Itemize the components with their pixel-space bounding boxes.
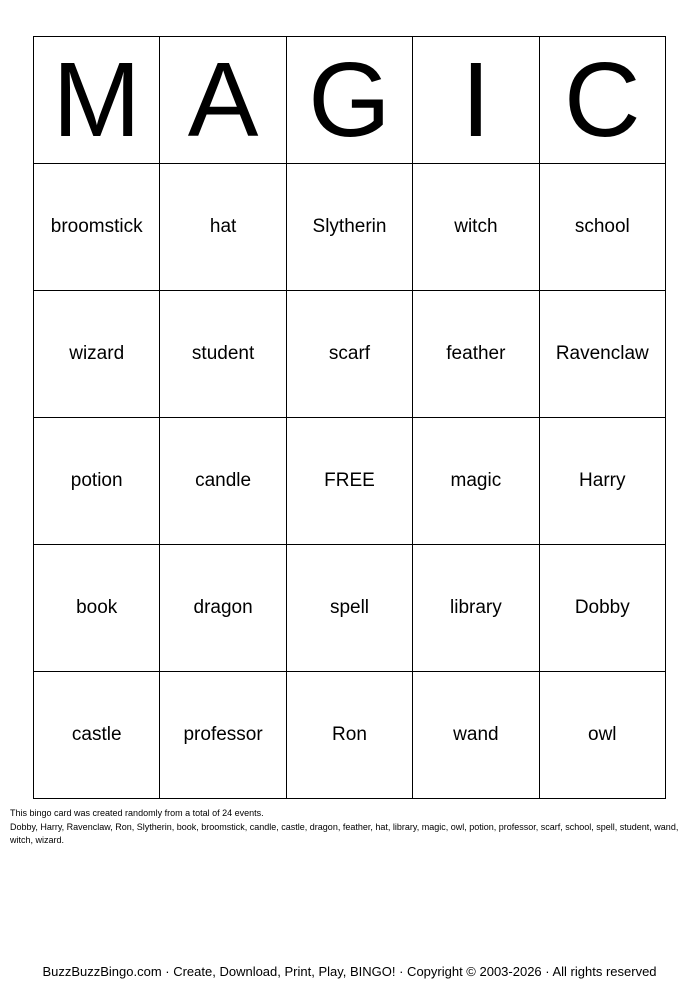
bingo-row-2	[34, 291, 666, 418]
bingo-row-5	[34, 672, 666, 799]
bingo-cell: feather	[413, 291, 539, 418]
bingo-cell: broomstick	[34, 164, 160, 291]
bingo-cell: dragon	[160, 545, 286, 672]
site-footer: BuzzBuzzBingo.com · Create, Download, Print, Play, BINGO! · Copyright © 2003-2026 · All rights reserved	[42, 964, 657, 979]
bingo-cell: candle	[160, 418, 286, 545]
bingo-cell: library	[413, 545, 539, 672]
header-letter-a: A	[160, 37, 286, 164]
bingo-cell: spell	[286, 545, 412, 672]
bingo-card	[33, 36, 666, 799]
bingo-cell: Ron	[286, 672, 412, 799]
bingo-cell: magic	[413, 418, 539, 545]
bingo-cell: professor	[160, 672, 286, 799]
header-letter-c: C	[539, 37, 665, 164]
bingo-row-1	[34, 164, 666, 291]
bingo-cell: book	[34, 545, 160, 672]
bingo-cell: scarf	[286, 291, 412, 418]
bingo-free-cell: FREE	[286, 418, 412, 545]
card-event-count-text: This bingo card was created randomly from a total of 24 events.	[10, 808, 264, 818]
bingo-cell: potion	[34, 418, 160, 545]
bingo-cell: Dobby	[539, 545, 665, 672]
bingo-cell: Slytherin	[286, 164, 412, 291]
card-event-list-text: Dobby, Harry, Ravenclaw, Ron, Slytherin, book, broomstick, candle, castle, dragon, feather, hat, library, magic, owl, potion, professor, scarf, school, spell, student, wand, witch, wizard.	[10, 821, 679, 845]
bingo-cell: castle	[34, 672, 160, 799]
bingo-cell: wand	[413, 672, 539, 799]
header-letter-g: G	[286, 37, 412, 164]
bingo-row-3	[34, 418, 666, 545]
bingo-cell: student	[160, 291, 286, 418]
header-letter-i: I	[413, 37, 539, 164]
card-generation-note	[10, 807, 690, 848]
bingo-cell: Harry	[539, 418, 665, 545]
bingo-cell: school	[539, 164, 665, 291]
header-letter-m: M	[34, 37, 160, 164]
bingo-cell: witch	[413, 164, 539, 291]
bingo-cell: owl	[539, 672, 665, 799]
bingo-header-row	[34, 37, 666, 164]
bingo-cell: wizard	[34, 291, 160, 418]
bingo-cell: Ravenclaw	[539, 291, 665, 418]
bingo-cell: hat	[160, 164, 286, 291]
bingo-row-4	[34, 545, 666, 672]
